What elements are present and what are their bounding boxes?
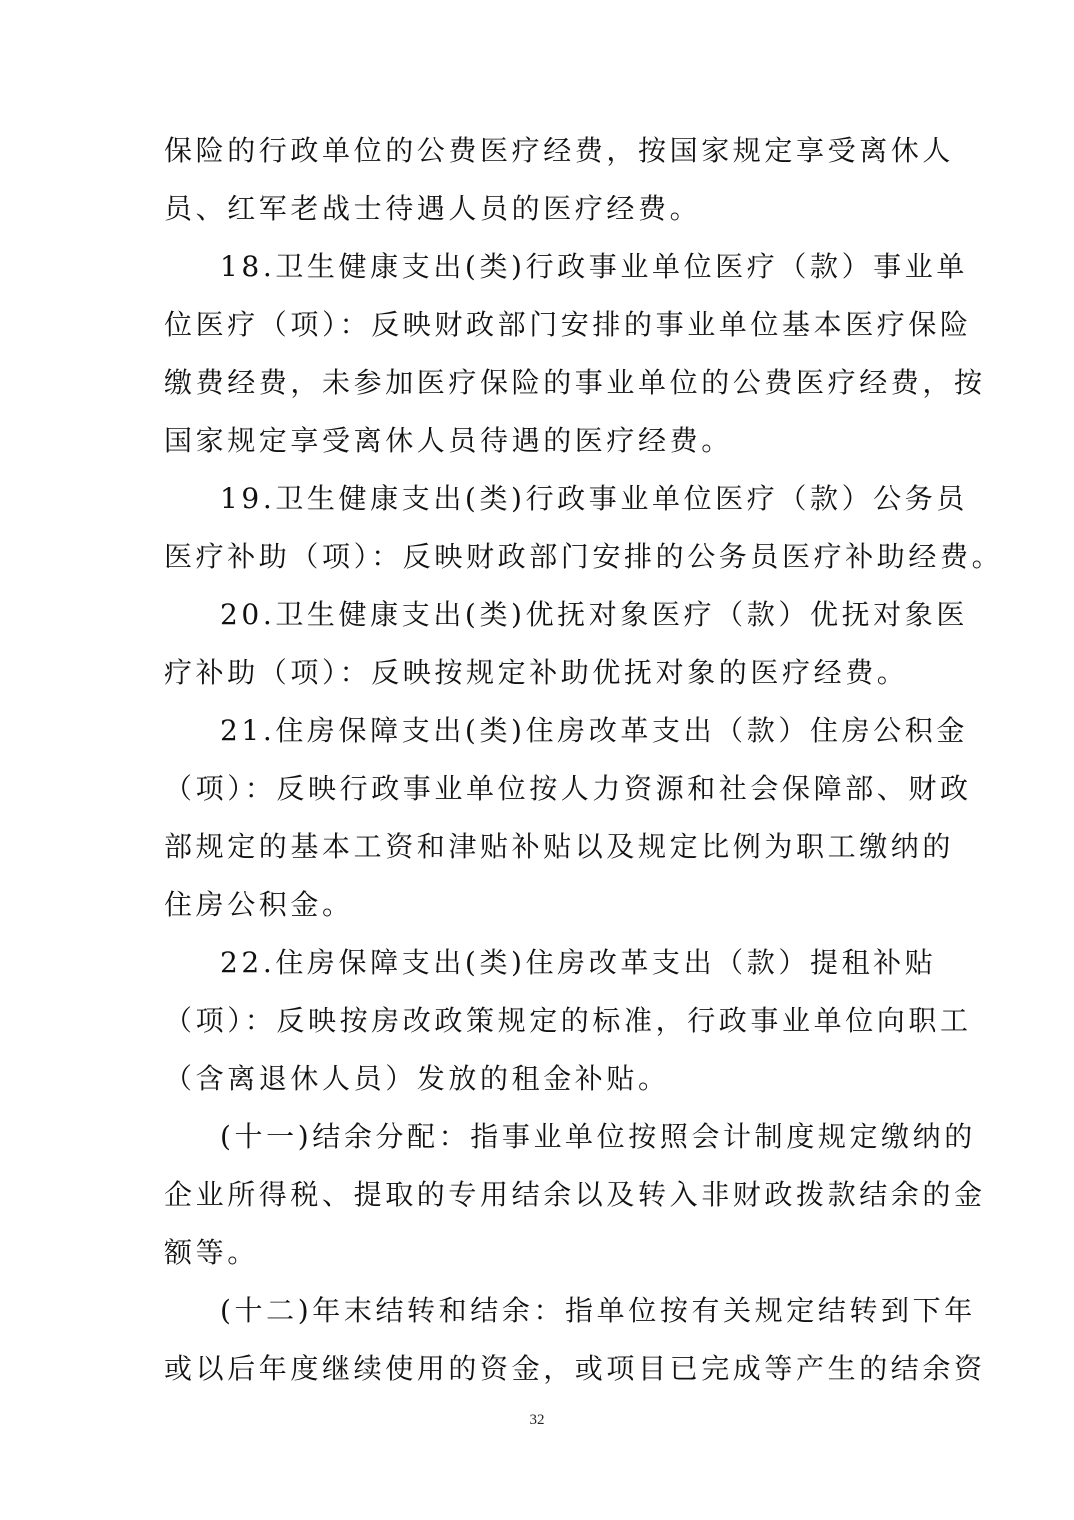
text-line: (十一)结余分配：指事业单位按照会计制度规定缴纳的 [220, 1120, 976, 1153]
text-line: （项）：反映按房改政策规定的标准，行政事业单位向职工 [164, 1004, 972, 1037]
document-body [164, 122, 1004, 1398]
text-line: 保险的行政单位的公费医疗经费，按国家规定享受离休人 [164, 134, 955, 167]
text-line: 22.住房保障支出(类)住房改革支出（款）提租补贴 [220, 946, 937, 979]
text-line: 21.住房保障支出(类)住房改革支出（款）住房公积金 [220, 714, 968, 747]
text-line: 19.卫生健康支出(类)行政事业单位医疗（款）公务员 [220, 482, 968, 515]
text-line: 20.卫生健康支出(类)优抚对象医疗（款）优抚对象医 [220, 598, 968, 631]
text-line: 缴费经费，未参加医疗保险的事业单位的公费医疗经费，按 [164, 366, 986, 399]
text-line: 18.卫生健康支出(类)行政事业单位医疗（款）事业单 [220, 250, 968, 283]
text-line: 企业所得税、提取的专用结余以及转入非财政拨款结余的金 [164, 1178, 986, 1211]
text-line: 额等。 [164, 1236, 259, 1269]
text-line: 或以后年度继续使用的资金，或项目已完成等产生的结余资 [164, 1352, 986, 1385]
text-line: 国家规定享受离休人员待遇的医疗经费。 [164, 424, 733, 457]
text-line: 疗补助（项）：反映按规定补助优抚对象的医疗经费。 [164, 656, 909, 689]
text-line: 医疗补助（项）：反映财政部门安排的公务员医疗补助经费。 [164, 540, 1004, 573]
text-line: 位医疗（项）：反映财政部门安排的事业单位基本医疗保险 [164, 308, 972, 341]
text-line: （项）：反映行政事业单位按人力资源和社会保障部、财政 [164, 772, 972, 805]
text-line: 住房公积金。 [164, 888, 354, 921]
text-line: （含离退休人员）发放的租金补贴。 [164, 1062, 670, 1095]
text-line: (十二)年末结转和结余：指单位按有关规定结转到下年 [220, 1294, 976, 1327]
page-number: 32 [529, 1412, 545, 1428]
text-line: 员、红军老战士待遇人员的医疗经费。 [164, 192, 702, 225]
text-line: 部规定的基本工资和津贴补贴以及规定比例为职工缴纳的 [164, 830, 955, 863]
